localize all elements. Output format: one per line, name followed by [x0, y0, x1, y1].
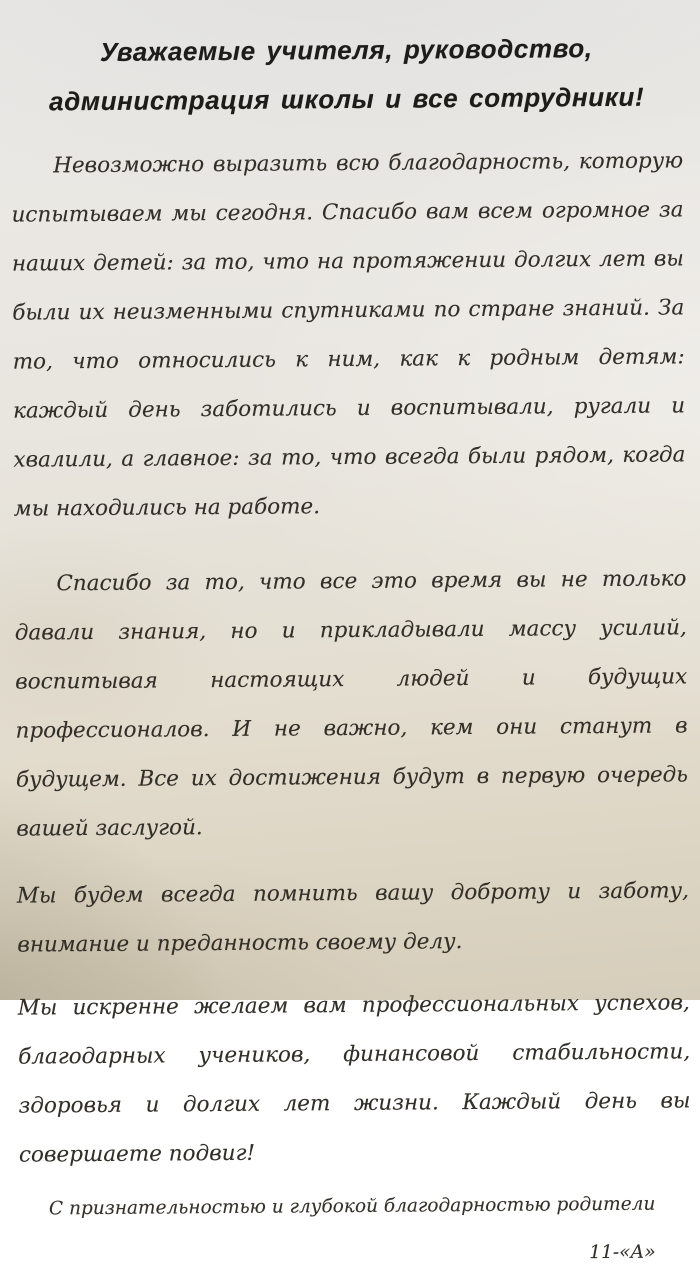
letter-paragraph-2: Спасибо за то, что все это время вы не только давали знания, но и прикладывали массу усилий, воспитывая настоящих людей и будущих профессионалов. И не важно, кем они станут в будущем. Все их достижения будут в первую очередь вашей заслугой. [14, 566, 689, 842]
letter-paragraph-3: Мы будем всегда помнить вашу доброту и заботу, внимание и преданность своему делу. [16, 878, 689, 958]
letter-title [10, 23, 683, 126]
letter-body [11, 136, 691, 1179]
letter-title-line-2: администрация школы и все сотрудники! [48, 81, 645, 117]
letter-content [10, 23, 692, 1281]
letter-paragraph-1: Невозможно выразить всю благодарность, которую испытываем мы сегодня. Спасибо вам всем огромное за наших детей: за то, что на протяжении долгих лет вы были их неизменными спутниками по стране знаний. За то, что относились к ним, как к родным детям: каждый день заботились и воспитывали, ругали и хвалили, а главное: за то, что всегда были рядом, когда мы находились на работе. [11, 148, 686, 522]
letter-paragraph-4: Мы искренне желаем вам профессиональных успехов, благодарных учеников, финансовой стабильности, здоровья и долгих лет жизни. Каждый день вы совершаете подвиг! [17, 990, 691, 1168]
letter-signature: С признательностью и глубокой благодарностью родители 11-«А» [48, 1193, 656, 1264]
letter-title-line-1: Уважаемые учителя, руководство, [99, 33, 593, 67]
